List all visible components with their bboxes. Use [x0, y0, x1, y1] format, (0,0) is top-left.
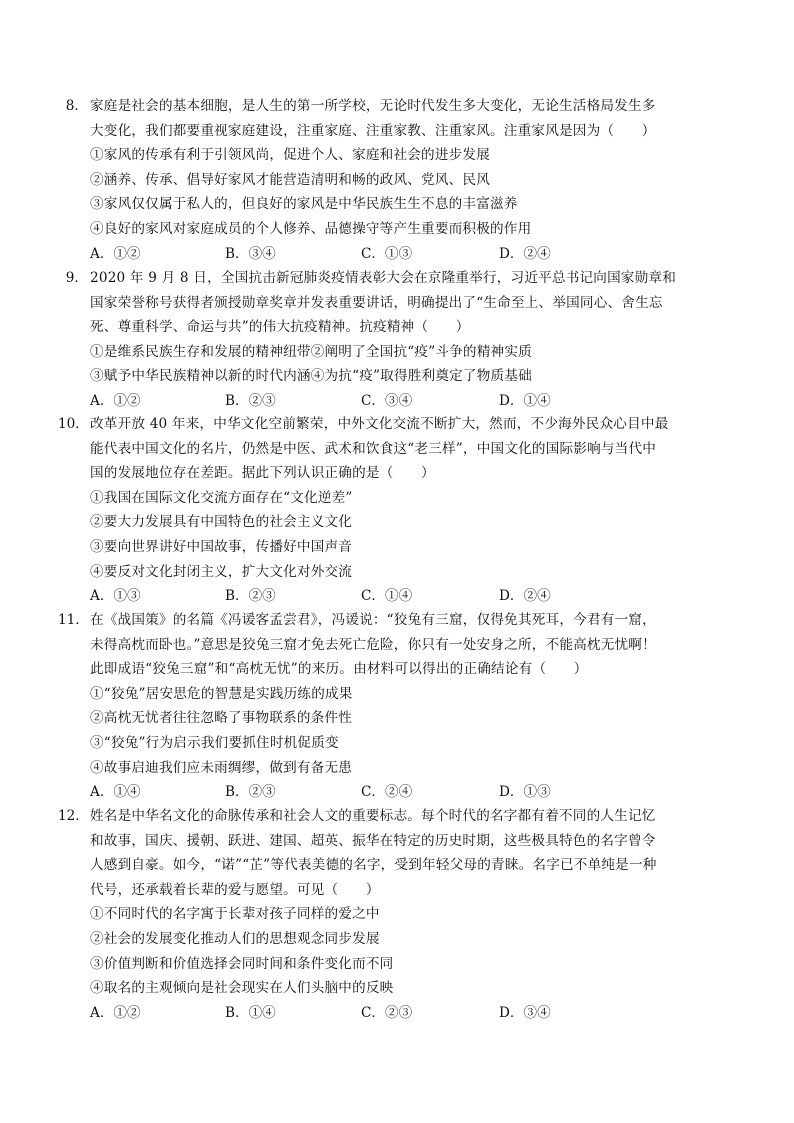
option-d[interactable]: D．①④ — [499, 392, 551, 409]
stem-line: 和故事，国庆、援朝、跃进、建国、超英、振华在特定的历史时期，这些极具特色的名字曾令 — [90, 832, 656, 849]
statement-item: ②高枕无忧者往往忽略了事物联系的条件性 — [90, 710, 353, 727]
option-b[interactable]: B．①④ — [225, 1004, 276, 1021]
statement-item: ①是维系民族生存和发展的精神纽带②阐明了全国抗“疫”斗争的精神实质 — [90, 343, 532, 360]
stem-line: 2020 年 9 月 8 日，全国抗击新冠肺炎疫情表彰大会在京隆重举行，习近平总书记向国家勋章和 — [90, 270, 677, 286]
option-d[interactable]: D．③④ — [499, 1004, 551, 1021]
statement-item: ①“狡兔”居安思危的智慧是实践历练的成果 — [90, 685, 353, 702]
statement-item: ④良好的家风对家庭成员的个人修养、品德操守等产生重要而积极的作用 — [90, 220, 532, 237]
statement-item: ④故事启迪我们应未雨绸缪，做到有备无患 — [90, 759, 353, 776]
stem-line: 在《战国策》的名篇《冯谖客孟尝君》，冯谖说：“狡兔有三窟，仅得免其死耳，今君有一窟， — [90, 612, 656, 628]
statement-item: ③家风仅仅属于私人的，但良好的家风是中华民族生生不息的丰富滋养 — [90, 196, 518, 213]
statement-item: ②要大力发展具有中国特色的社会主义文化 — [90, 514, 353, 531]
stem-line: 改革开放 40 年来，中华文化空前繁荣，中外文化交流不断扩大，然而，不少海外民众心目中最 — [90, 416, 669, 432]
option-a[interactable]: A．①② — [90, 392, 141, 409]
question-number: 11． — [58, 612, 89, 628]
option-b[interactable]: B．③④ — [225, 245, 276, 262]
question-10 — [58, 412, 700, 609]
option-d[interactable]: D．①③ — [499, 784, 551, 801]
answer-options — [90, 584, 700, 609]
question-12 — [58, 804, 700, 1025]
statement-item: ③价值判断和价值选择会同时间和条件变化而不同 — [90, 955, 394, 972]
stem-line: 大变化，我们都要重视家庭建设，注重家庭、注重家教、注重家风。注重家风是因为（ ） — [90, 122, 656, 139]
option-b[interactable]: B．②③ — [225, 392, 276, 409]
statement-item: ①我国在国际文化交流方面存在“文化逆差” — [90, 489, 353, 506]
stem-line: 死、尊重科学、命运与共”的伟大抗疫精神。抗疫精神（ ） — [90, 319, 470, 336]
option-c[interactable]: C．①③ — [361, 245, 413, 262]
statement-item: ③赋予中华民族精神以新的时代内涵④为抗“疫”取得胜利奠定了物质基础 — [90, 368, 532, 385]
question-number: 8． — [65, 98, 88, 114]
answer-options — [90, 389, 700, 414]
question-number: 10． — [58, 416, 89, 432]
option-a[interactable]: A．①② — [90, 1004, 141, 1021]
option-c[interactable]: C．①④ — [361, 588, 413, 605]
statement-item: ①家风的传承有利于引领风尚，促进个人、家庭和社会的进步发展 — [90, 147, 491, 164]
statement-item: ②社会的发展变化推动人们的思想观念同步发展 — [90, 930, 380, 947]
option-a[interactable]: A．①④ — [90, 784, 141, 801]
option-a[interactable]: A．①③ — [90, 588, 141, 605]
option-c[interactable]: C．②④ — [361, 784, 413, 801]
question-9 — [65, 266, 700, 414]
statement-item: ②涵养、传承、倡导好家风才能营造清明和畅的政风、党风、民风 — [90, 171, 491, 188]
stem-line: 此即成语“狡兔三窟”和“高枕无忧”的来历。由材料可以得出的正确结论有（ ） — [90, 661, 588, 678]
question-number: 9． — [65, 270, 88, 286]
option-b[interactable]: B．②③ — [225, 588, 276, 605]
question-number: 12． — [58, 808, 89, 824]
option-b[interactable]: B．②③ — [225, 784, 276, 801]
stem-line: 国的发展地位存在差距。据此下列认识正确的是（ ） — [90, 465, 435, 482]
answer-options — [90, 780, 700, 805]
statement-item: ③“狡兔”行为启示我们要抓住时机促质变 — [90, 734, 339, 751]
stem-line: 姓名是中华名文化的命脉传承和社会人文的重要标志。每个时代的名字都有着不同的人生记忆 — [90, 808, 656, 824]
statement-item: ④取名的主观倾向是社会现实在人们头脑中的反映 — [90, 980, 394, 997]
stem-line: 代号，还承载着长辈的爱与愿望。可见（ ） — [90, 881, 380, 898]
stem-line: 家庭是社会的基本细胞，是人生的第一所学校，无论时代发生多大变化，无论生活格局发生多 — [90, 98, 656, 114]
statement-item: ③要向世界讲好中国故事，传播好中国声音 — [90, 538, 353, 555]
answer-options — [90, 1001, 700, 1026]
answer-options — [90, 242, 700, 267]
question-8 — [65, 94, 700, 266]
option-a[interactable]: A．①② — [90, 245, 141, 262]
stem-line: 人感到自豪。如今，“诺”“芷”等代表美德的名字，受到年轻父母的青睐。名字已不单纯是一种 — [90, 857, 657, 874]
statement-item: ①不同时代的名字寓于长辈对孩子同样的爱之中 — [90, 906, 380, 923]
stem-line: 国家荣誉称号获得者颁授勋章奖章并发表重要讲话，明确提出了“生命至上、举国同心、舍生忘 — [90, 294, 663, 311]
option-c[interactable]: C．③④ — [361, 392, 413, 409]
stem-line: 未得高枕而卧也。”意思是狡兔三窟才免去死亡危险，你只有一处安身之所，不能高枕无忧啊！ — [90, 636, 656, 653]
statement-item: ④要反对文化封闭主义，扩大文化对外交流 — [90, 563, 353, 580]
option-c[interactable]: C．②③ — [361, 1004, 413, 1021]
question-11 — [58, 608, 700, 805]
option-d[interactable]: D．②④ — [499, 588, 551, 605]
stem-line: 能代表中国文化的名片，仍然是中医、武术和饮食这“老三样”，中国文化的国际影响与当代中 — [90, 440, 657, 457]
option-d[interactable]: D．②④ — [499, 245, 551, 262]
